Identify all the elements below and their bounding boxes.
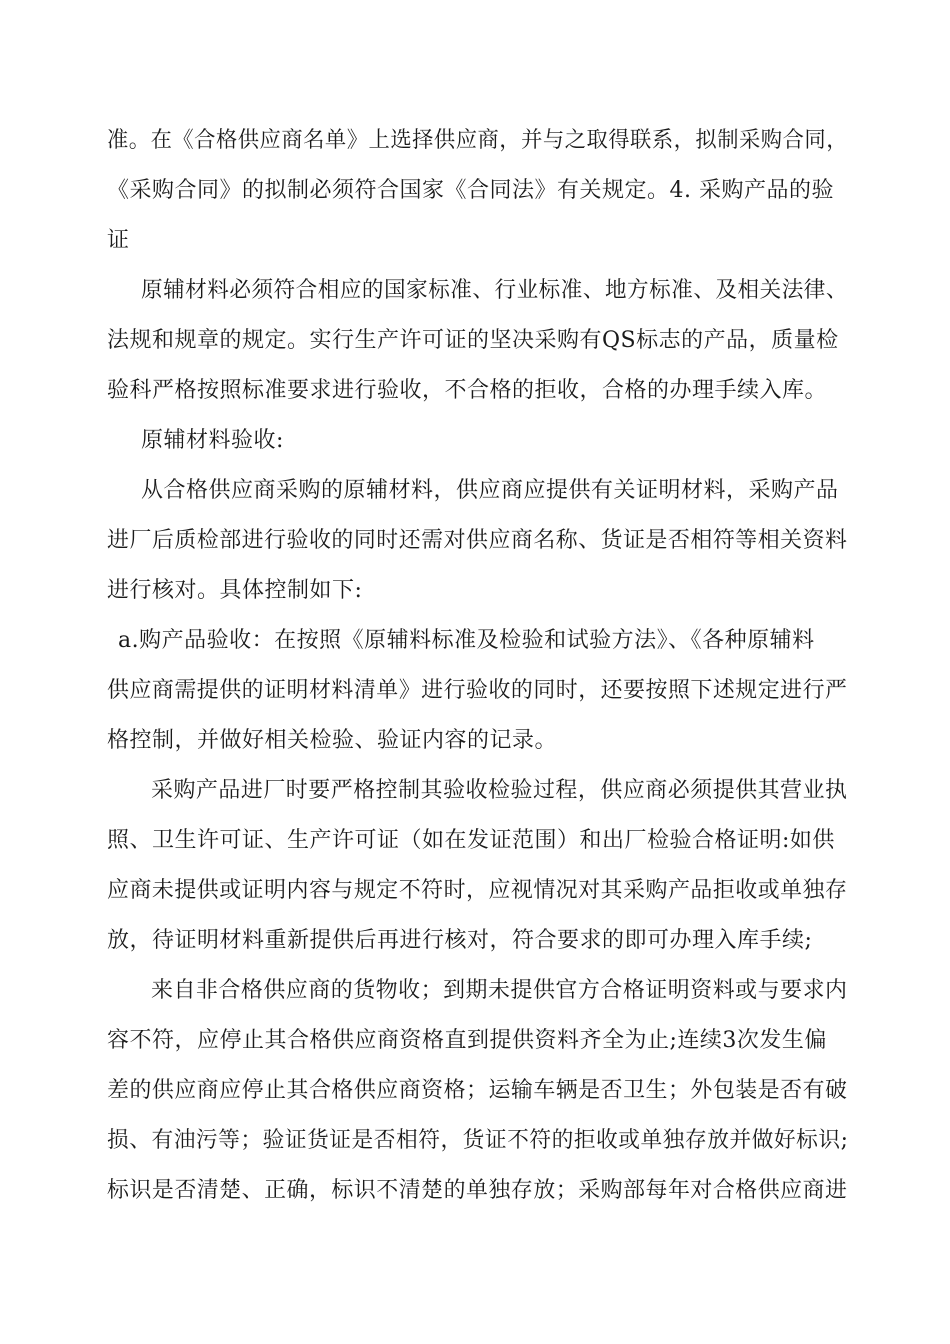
- text-line: 照、卫生许可证、生产许可证（如在发证范围）和出厂检验合格证明:如供: [107, 828, 835, 853]
- text-line: 应商未提供或证明内容与规定不符时，应视情况对其采购产品拒收或单独存: [107, 878, 848, 903]
- text-line: 差的供应商应停止其合格供应商资格；运输车辆是否卫生；外包装是否有破: [107, 1078, 848, 1103]
- text-line: 放，待证明材料重新提供后再进行核对，符合要求的即可办理入库手续;: [107, 928, 813, 953]
- text-line: 证: [107, 228, 130, 253]
- text-line: 标识是否清楚、正确，标识不清楚的单独存放；采购部每年对合格供应商进: [107, 1178, 848, 1203]
- section-heading: 原辅材料验收:: [141, 428, 284, 453]
- text-line: 法规和规章的规定。实行生产许可证的坚决采购有QS标志的产品，质量检: [107, 328, 839, 353]
- text-line: 容不符，应停止其合格供应商资格直到提供资料齐全为止;连续3次发生偏: [107, 1028, 827, 1053]
- list-item-text: a.购产品验收：在按照《原辅料标准及检验和试验方法》、《各种原辅料: [118, 628, 815, 653]
- text-line: 验科严格按照标准要求进行验收，不合格的拒收，合格的办理手续入库。: [107, 378, 828, 403]
- text-line: 来自非合格供应商的货物收；到期未提供官方合格证明资料或与要求内: [151, 978, 848, 1003]
- text-line: 供应商需提供的证明材料清单》进行验收的同时，还要按照下述规定进行严: [107, 678, 848, 703]
- text-line: 原辅材料必须符合相应的国家标准、行业标准、地方标准、及相关法律、: [141, 278, 848, 303]
- text-line: 采购产品进厂时要严格控制其验收检验过程，供应商必须提供其营业执: [151, 778, 848, 803]
- text-line: 准。在《合格供应商名单》上选择供应商，并与之取得联系，拟制采购合同，: [107, 128, 848, 153]
- text-line: 从合格供应商采购的原辅材料，供应商应提供有关证明材料，采购产品: [141, 478, 839, 503]
- text-line: 格控制，并做好相关检验、验证内容的记录。: [107, 728, 558, 753]
- text-line: 进厂后质检部进行验收的同时还需对供应商名称、货证是否相符等相关资料: [107, 528, 848, 553]
- text-line: 《采购合同》的拟制必须符合国家《合同法》有关规定。4. 采购产品的验: [107, 178, 834, 203]
- text-line: 损、有油污等；验证货证是否相符，货证不符的拒收或单独存放并做好标识;: [107, 1128, 849, 1153]
- text-line: 进行核对。具体控制如下:: [107, 578, 363, 603]
